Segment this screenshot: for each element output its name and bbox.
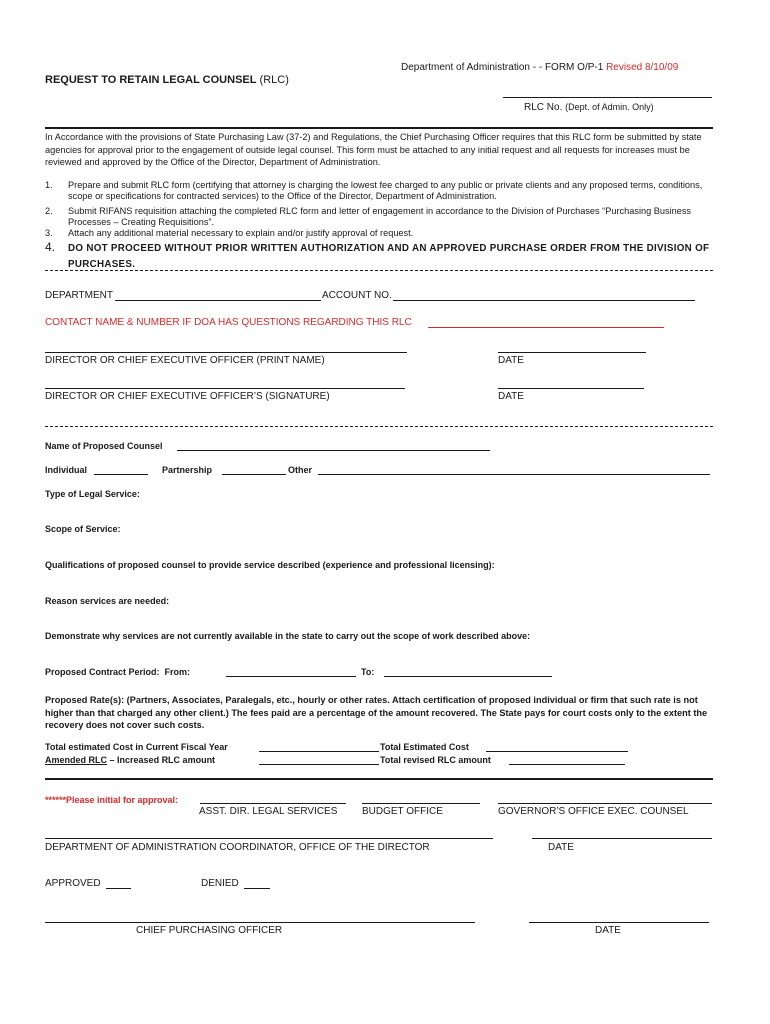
from-text: From:: [164, 667, 191, 677]
date-label-2: DATE: [498, 391, 524, 402]
partnership-label: Partnership: [162, 465, 213, 475]
department-field[interactable]: [115, 300, 321, 301]
step-2-text: Submit RIFANS requisition attaching the completed RLC form and letter of engagement in accordance to the Division of Purchases “Purchasing Business Processes – Creating Requisitions”.: [68, 206, 692, 227]
cpo-date-field[interactable]: [529, 922, 709, 923]
partnership-field[interactable]: [222, 474, 286, 475]
total-revised-field[interactable]: [509, 764, 625, 765]
section-divider-1: [45, 270, 713, 271]
title-text: REQUEST TO RETAIN LEGAL COUNSEL: [45, 74, 257, 86]
to-label: To:: [361, 667, 375, 677]
step-4-text: DO NOT PROCEED WITHOUT PRIOR WRITTEN AUTHORIZATION AND AN APPROVED PURCHASE ORDER FROM THE DIVISION OF PURCHASES.: [68, 243, 710, 270]
coordinator-date-label: DATE: [548, 842, 574, 853]
director-print-field[interactable]: [45, 352, 407, 353]
rates-paragraph: Proposed Rate(s): (Partners, Associates, Paralegals, etc., hourly or other rates. Attach certification of proposed individual or firm that such rate is not higher than that charged any other client.) The fees paid are a percentage of the amount recovered. The State pays for court costs only to the extent the recovery does not cover such costs.: [45, 695, 708, 730]
increased-text: – Increased RLC amount: [109, 755, 216, 765]
form-header: [401, 62, 678, 73]
to-field[interactable]: [384, 676, 552, 677]
total-estimated-field[interactable]: [486, 751, 628, 752]
total-estimated-label: Total Estimated Cost: [380, 742, 469, 752]
approved-label: APPROVED: [45, 878, 101, 889]
cpo-date-label: DATE: [595, 925, 621, 936]
coordinator-label: DEPARTMENT OF ADMINISTRATION COORDINATOR, OFFICE OF THE DIRECTOR: [45, 842, 430, 853]
contact-label: CONTACT NAME & NUMBER IF DOA HAS QUESTIONS REGARDING THIS RLC: [45, 317, 412, 328]
from-field[interactable]: [226, 676, 356, 677]
step-3-text: Attach any additional material necessary to explain and/or justify approval of request.: [68, 228, 414, 238]
rlc-no-text: RLC No.: [524, 102, 563, 113]
proposed-counsel-field[interactable]: [177, 450, 490, 451]
asst-label: ASST. DIR. LEGAL SERVICES: [199, 806, 338, 817]
qualifications-label: Qualifications of proposed counsel to provide service described (experience and professional licensing):: [45, 560, 495, 570]
account-no-field[interactable]: [393, 300, 695, 301]
denied-field[interactable]: [244, 888, 270, 889]
page-title: [45, 74, 289, 86]
coordinator-field[interactable]: [45, 838, 493, 839]
initial-label: ******Please initial for approval:: [45, 795, 179, 805]
amended-row-label: [45, 755, 215, 765]
date-label-1: DATE: [498, 355, 524, 366]
rlc-number-line[interactable]: [503, 97, 712, 98]
other-field[interactable]: [318, 474, 710, 475]
approved-field[interactable]: [106, 888, 131, 889]
rlc-note: (Dept. of Admin. Only): [565, 102, 654, 112]
director-sig-label: DIRECTOR OR CHIEF EXECUTIVE OFFICER’S (SIGNATURE): [45, 391, 330, 402]
asst-initial-field[interactable]: [200, 803, 346, 804]
contract-period-label: [45, 667, 190, 677]
individual-label: Individual: [45, 465, 88, 475]
total-current-label: Total estimated Cost in Current Fiscal Year: [45, 742, 228, 752]
period-text: Proposed Contract Period:: [45, 667, 160, 677]
demonstrate-label: Demonstrate why services are not currently available in the state to carry out the scope of work described above:: [45, 631, 531, 641]
dept-form-label: Department of Administration - - FORM O/P-1: [401, 62, 604, 73]
scope-label: Scope of Service:: [45, 524, 121, 534]
header-divider: [45, 127, 713, 129]
revised-date: Revised 8/10/09: [606, 62, 679, 73]
director-sig-field[interactable]: [45, 388, 405, 389]
total-revised-label: Total revised RLC amount: [380, 755, 491, 765]
budget-label: BUDGET OFFICE: [362, 806, 443, 817]
other-label: Other: [288, 465, 313, 475]
date-field-2[interactable]: [498, 388, 644, 389]
governor-initial-field[interactable]: [498, 803, 712, 804]
date-field-1[interactable]: [498, 352, 646, 353]
section-divider-2: [45, 426, 713, 427]
intro-paragraph: In Accordance with the provisions of State Purchasing Law (37-2) and Regulations, the Chief Purchasing Officer requires that this RLC form be submitted by state agencies for approval prior to the engagement of outside legal counsel. This form must be attached to any initial request and all requests for increases must be reviewed and approved by the Office of the Director, Department of Administration.: [45, 132, 702, 167]
step-1-num: 1.: [45, 180, 53, 190]
step-4-num: 4.: [45, 240, 56, 254]
title-abbr: (RLC): [259, 74, 289, 86]
amended-rlc-text: Amended RLC: [45, 755, 108, 765]
proposed-counsel-label: Name of Proposed Counsel: [45, 441, 163, 451]
step-1-text: Prepare and submit RLC form (certifying that attorney is charging the lowest fee charged to any public or private clients and any proposed terms, conditions, scope or specifications for contracted services) to the Office of the Director, Department of Administration.: [68, 180, 703, 201]
account-no-label: ACCOUNT NO.: [322, 290, 392, 301]
type-service-label: Type of Legal Service:: [45, 489, 140, 499]
cpo-signature-field[interactable]: [45, 922, 475, 923]
department-label: DEPARTMENT: [45, 290, 113, 301]
step-2-num: 2.: [45, 206, 53, 216]
denied-label: DENIED: [201, 878, 239, 889]
increased-field[interactable]: [259, 764, 379, 765]
rlc-number-label: [524, 102, 654, 113]
budget-initial-field[interactable]: [362, 803, 480, 804]
section-divider-3: [45, 778, 713, 780]
individual-field[interactable]: [94, 474, 148, 475]
governor-label: GOVERNOR’S OFFICE EXEC. COUNSEL: [498, 806, 689, 817]
reason-label: Reason services are needed:: [45, 596, 170, 606]
cpo-label: CHIEF PURCHASING OFFICER: [136, 925, 283, 936]
director-print-label: DIRECTOR OR CHIEF EXECUTIVE OFFICER (PRINT NAME): [45, 355, 325, 366]
contact-field[interactable]: [428, 327, 664, 328]
step-3-num: 3.: [45, 228, 53, 238]
total-current-field[interactable]: [259, 751, 379, 752]
coordinator-date-field[interactable]: [532, 838, 712, 839]
